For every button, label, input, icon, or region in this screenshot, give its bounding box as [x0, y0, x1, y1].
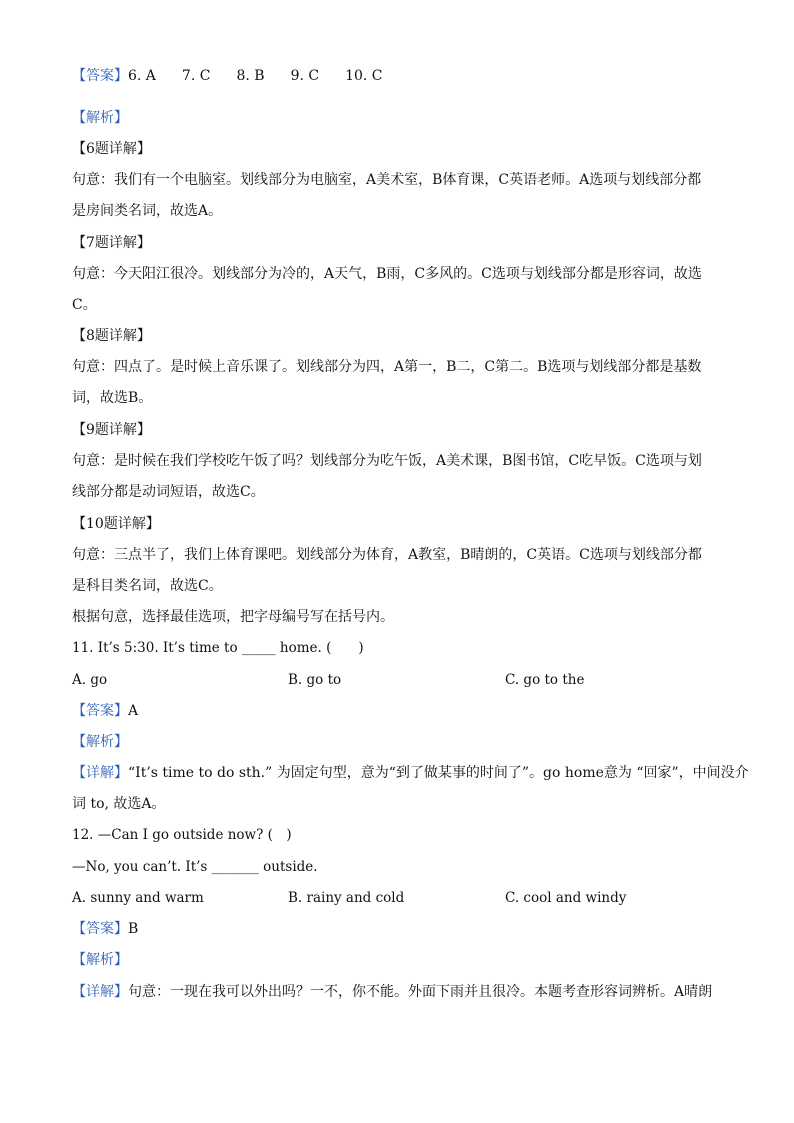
answer-label: 【答案】 — [72, 703, 128, 719]
q11-detail-text: “It’s time to do sth.” 为固定句型，意为“到了做某事的时间了”。go home意为 “回家”，中间没介 — [128, 765, 749, 781]
section-instruction: 根据句意，选择最佳选项，把字母编号写在括号内。 — [72, 609, 394, 625]
q11-option-b: B. go to — [288, 672, 342, 688]
q12-answer — [72, 919, 722, 939]
q12-analysis-label: 【解析】 — [72, 952, 128, 968]
q10-heading: 【10题详解】 — [72, 516, 160, 532]
q11-stem: 11. It’s 5:30. It’s time to _____ home. ( ) — [72, 640, 364, 656]
q9-heading: 【9题详解】 — [72, 422, 151, 438]
q7-heading: 【7题详解】 — [72, 235, 151, 251]
q12-stem: 12. —Can I go outside now? ( ) — [72, 827, 292, 843]
q8-explanation-line1: 句意：四点了。是时候上音乐课了。划线部分为四，A第一，B二，C第二。B选项与划线部分都是基数 — [72, 359, 702, 375]
answer-label: 【答案】 — [72, 68, 128, 84]
q10-explanation-line1: 句意：三点半了，我们上体育课吧。划线部分为体育，A教室，B晴朗的，C英语。C选项与划线部分都 — [72, 547, 702, 563]
q11-detail-line2: 词 to, 故选A。 — [72, 796, 166, 812]
q11-answer — [72, 701, 722, 721]
q12-answer-value: B — [128, 921, 139, 937]
q6-heading: 【6题详解】 — [72, 141, 151, 157]
detail-label: 【详解】 — [72, 984, 128, 1000]
answer-item: 9. C — [290, 68, 320, 84]
q12-option-b: B. rainy and cold — [288, 890, 405, 906]
q6-explanation-line1: 句意：我们有一个电脑室。划线部分为电脑室，A美术室，B体育课，C英语老师。A选项与划线部分都 — [72, 172, 702, 188]
q11-option-a: A. go — [72, 672, 108, 688]
q12-detail-line1 — [72, 982, 722, 1002]
q12-stem-line2: —No, you can’t. It’s _______ outside. — [72, 859, 318, 875]
q8-heading: 【8题详解】 — [72, 328, 151, 344]
q12-option-c: C. cool and windy — [505, 890, 627, 906]
q11-answer-value: A — [128, 703, 139, 719]
q9-explanation-line2: 线部分都是动词短语，故选C。 — [72, 484, 265, 500]
q11-analysis-label: 【解析】 — [72, 734, 128, 750]
answer-item: 6. A — [128, 68, 156, 84]
q7-explanation-line2: C。 — [72, 297, 97, 313]
q6-explanation-line2: 是房间类名词，故选A。 — [72, 203, 223, 219]
answer-label: 【答案】 — [72, 921, 128, 937]
analysis-label: 【解析】 — [72, 110, 128, 126]
answer-item: 10. C — [345, 68, 383, 84]
q11-option-c: C. go to the — [505, 672, 585, 688]
q10-explanation-line2: 是科目类名词，故选C。 — [72, 578, 223, 594]
q9-explanation-line1: 句意：是时候在我们学校吃午饭了吗？划线部分为吃午饭，A美术课，B图书馆，C吃早饭。C选项与划 — [72, 453, 702, 469]
q12-detail-text: 句意：一现在我可以外出吗？一不，你不能。外面下雨并且很冷。本题考查形容词辨析。A晴朗 — [128, 984, 713, 1000]
q8-explanation-line2: 词，故选B。 — [72, 390, 153, 406]
answer-item: 7. C — [181, 68, 211, 84]
detail-label: 【详解】 — [72, 765, 128, 781]
answer-list — [128, 68, 383, 84]
answer-item: 8. B — [236, 68, 265, 84]
q7-explanation-line1: 句意：今天阳江很冷。划线部分为冷的，A天气，B雨，C多风的。C选项与划线部分都是形容词，故选 — [72, 266, 702, 282]
q11-detail-line1 — [72, 763, 749, 783]
answer-row-6-10 — [72, 66, 722, 86]
q12-option-a: A. sunny and warm — [72, 890, 204, 906]
